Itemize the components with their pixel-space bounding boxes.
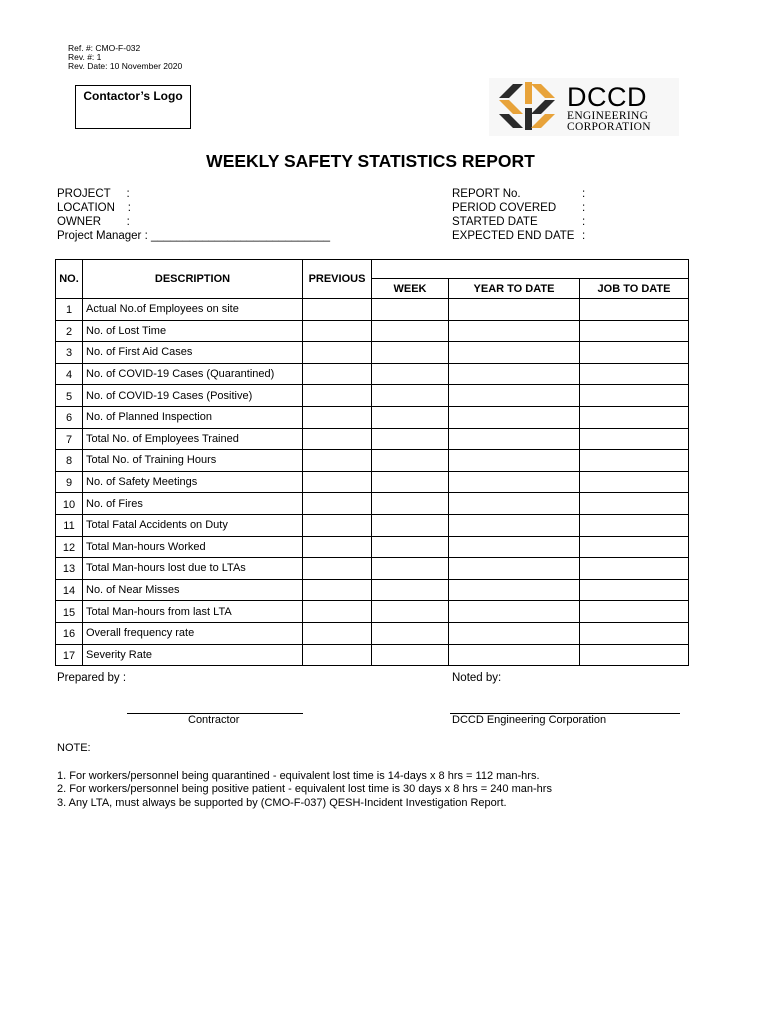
row-number: 10 [56, 493, 83, 515]
cell-job-to-date [580, 471, 689, 493]
dccd-logo-icon [495, 78, 571, 136]
table-row [56, 622, 689, 644]
cell-week [372, 363, 449, 385]
cell-job-to-date [580, 450, 689, 472]
cell-job-to-date [580, 299, 689, 321]
cell-previous [303, 493, 372, 515]
row-number: 4 [56, 363, 83, 385]
document-reference [68, 44, 182, 71]
row-description: Total Man-hours Worked [83, 536, 303, 558]
cell-week [372, 299, 449, 321]
cell-year-to-date [449, 320, 580, 342]
cell-job-to-date [580, 428, 689, 450]
table-row [56, 493, 689, 515]
row-number: 6 [56, 406, 83, 428]
field-report-no: REPORT No. [452, 188, 521, 200]
row-description: Total Man-hours lost due to LTAs [83, 558, 303, 580]
cell-previous [303, 601, 372, 623]
cell-previous [303, 558, 372, 580]
table-row [56, 558, 689, 580]
cell-previous [303, 514, 372, 536]
table-row [56, 385, 689, 407]
row-description: No. of COVID-19 Cases (Positive) [83, 385, 303, 407]
cell-week [372, 601, 449, 623]
row-number: 17 [56, 644, 83, 666]
cell-year-to-date [449, 299, 580, 321]
header-description: DESCRIPTION [83, 260, 303, 299]
noted-by-label: Noted by: [452, 672, 502, 684]
cell-previous [303, 320, 372, 342]
cell-previous [303, 622, 372, 644]
revision-number: Rev. #: 1 [68, 52, 102, 62]
row-number: 9 [56, 471, 83, 493]
cell-year-to-date [449, 406, 580, 428]
cell-year-to-date [449, 363, 580, 385]
contractor-logo-label: Contactor’s Logo [83, 89, 183, 103]
cell-previous [303, 342, 372, 364]
table-row [56, 406, 689, 428]
table-body [56, 299, 689, 666]
row-description: No. of Safety Meetings [83, 471, 303, 493]
cell-week [372, 644, 449, 666]
cell-year-to-date [449, 471, 580, 493]
field-project: PROJECT : [57, 188, 130, 200]
cell-previous [303, 406, 372, 428]
row-description: Total Man-hours from last LTA [83, 601, 303, 623]
company-logo-name: DCCD [567, 82, 647, 112]
cell-week [372, 450, 449, 472]
cell-job-to-date [580, 363, 689, 385]
table-row [56, 428, 689, 450]
cell-previous [303, 363, 372, 385]
header-previous: PREVIOUS [303, 260, 372, 299]
cell-job-to-date [580, 644, 689, 666]
row-description: No. of Near Misses [83, 579, 303, 601]
field-location: LOCATION : [57, 202, 131, 214]
contractor-logo-box [75, 85, 191, 129]
cell-week [372, 342, 449, 364]
cell-year-to-date [449, 385, 580, 407]
table-row [56, 644, 689, 666]
cell-previous [303, 471, 372, 493]
header-no: NO. [56, 260, 83, 299]
cell-job-to-date [580, 342, 689, 364]
field-expected-end-date: EXPECTED END DATE [452, 230, 575, 242]
row-number: 3 [56, 342, 83, 364]
row-number: 5 [56, 385, 83, 407]
row-description: Actual No.of Employees on site [83, 299, 303, 321]
cell-previous [303, 299, 372, 321]
cell-year-to-date [449, 428, 580, 450]
cell-year-to-date [449, 558, 580, 580]
row-number: 13 [56, 558, 83, 580]
row-description: Total Fatal Accidents on Duty [83, 514, 303, 536]
company-signature-label: DCCD Engineering Corporation [452, 714, 607, 726]
company-logo [489, 78, 679, 136]
cell-year-to-date [449, 514, 580, 536]
cell-week [372, 406, 449, 428]
row-number: 14 [56, 579, 83, 601]
cell-week [372, 536, 449, 558]
cell-week [372, 471, 449, 493]
row-description: No. of First Aid Cases [83, 342, 303, 364]
row-description: Overall frequency rate [83, 622, 303, 644]
row-number: 16 [56, 622, 83, 644]
row-description: Severity Rate [83, 644, 303, 666]
row-number: 7 [56, 428, 83, 450]
cell-week [372, 579, 449, 601]
cell-year-to-date [449, 579, 580, 601]
header-year-to-date: YEAR TO DATE [449, 279, 580, 299]
note-item-2: 2. For workers/personnel being positive patient - equivalent lost time is 30 days x 8 hrs = 240 man-hrs [57, 783, 552, 795]
cell-year-to-date [449, 450, 580, 472]
field-started-date-colon: : [582, 216, 586, 228]
cell-job-to-date [580, 385, 689, 407]
table-row [56, 299, 689, 321]
field-period-covered-colon: : [582, 202, 586, 214]
table-row [56, 450, 689, 472]
cell-job-to-date [580, 579, 689, 601]
cell-job-to-date [580, 320, 689, 342]
cell-year-to-date [449, 342, 580, 364]
table-row [56, 601, 689, 623]
field-expected-end-date-colon: : [582, 230, 586, 242]
cell-year-to-date [449, 601, 580, 623]
note-item-1: 1. For workers/personnel being quarantined - equivalent lost time is 14-days x 8 hrs = 112 man-hrs. [57, 770, 540, 782]
cell-previous [303, 536, 372, 558]
company-logo-line2: CORPORATION [567, 121, 651, 133]
cell-week [372, 622, 449, 644]
cell-year-to-date [449, 493, 580, 515]
cell-job-to-date [580, 558, 689, 580]
cell-job-to-date [580, 622, 689, 644]
prepared-by-label: Prepared by : [57, 672, 127, 684]
cell-job-to-date [580, 493, 689, 515]
table-row [56, 579, 689, 601]
revision-date: Rev. Date: 10 November 2020 [68, 61, 183, 71]
cell-week [372, 385, 449, 407]
row-description: No. of COVID-19 Cases (Quarantined) [83, 363, 303, 385]
cell-week [372, 428, 449, 450]
cell-job-to-date [580, 406, 689, 428]
row-number: 12 [56, 536, 83, 558]
contractor-signature-label: Contractor [188, 714, 240, 726]
field-period-covered: PERIOD COVERED [452, 202, 557, 214]
cell-job-to-date [580, 601, 689, 623]
table-row [56, 536, 689, 558]
row-number: 11 [56, 514, 83, 536]
note-item-3: 3. Any LTA, must always be supported by (CMO-F-037) QESH-Incident Investigation Report. [57, 797, 507, 809]
row-description: No. of Fires [83, 493, 303, 515]
cell-week [372, 493, 449, 515]
row-number: 8 [56, 450, 83, 472]
ref-number: Ref. #: CMO-F-032 [68, 43, 141, 53]
cell-year-to-date [449, 536, 580, 558]
table-row [56, 471, 689, 493]
safety-statistics-table [55, 259, 689, 666]
row-number: 15 [56, 601, 83, 623]
cell-year-to-date [449, 644, 580, 666]
note-heading: NOTE: [57, 742, 91, 754]
table-row [56, 363, 689, 385]
field-owner: OWNER : [57, 216, 130, 228]
row-description: No. of Planned Inspection [83, 406, 303, 428]
cell-job-to-date [580, 514, 689, 536]
table-row [56, 514, 689, 536]
field-project-manager: Project Manager : ____________________________ [57, 230, 331, 242]
company-logo-line1: ENGINEERING [567, 110, 649, 122]
row-number: 1 [56, 299, 83, 321]
cell-previous [303, 450, 372, 472]
cell-job-to-date [580, 536, 689, 558]
report-title: WEEKLY SAFETY STATISTICS REPORT [206, 151, 535, 171]
cell-year-to-date [449, 622, 580, 644]
row-description: Total No. of Employees Trained [83, 428, 303, 450]
header-job-to-date: JOB TO DATE [580, 279, 689, 299]
table-row [56, 320, 689, 342]
row-description: Total No. of Training Hours [83, 450, 303, 472]
table-row [56, 342, 689, 364]
row-description: No. of Lost Time [83, 320, 303, 342]
row-number: 2 [56, 320, 83, 342]
cell-previous [303, 385, 372, 407]
cell-week [372, 514, 449, 536]
cell-previous [303, 579, 372, 601]
cell-previous [303, 644, 372, 666]
header-week: WEEK [372, 279, 449, 299]
cell-previous [303, 428, 372, 450]
field-report-no-colon: : [582, 188, 586, 200]
cell-week [372, 558, 449, 580]
field-started-date: STARTED DATE [452, 216, 538, 228]
cell-week [372, 320, 449, 342]
header-current-group [372, 260, 689, 279]
